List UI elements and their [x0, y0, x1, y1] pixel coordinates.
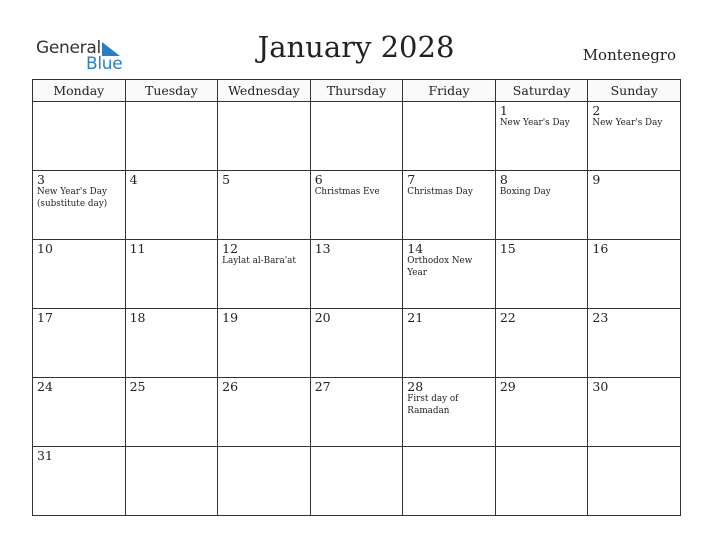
- day-cell: [403, 309, 496, 378]
- day-cell: [588, 378, 681, 447]
- holiday-label: Christmas Eve: [314, 187, 380, 197]
- day-number: 24: [37, 379, 53, 394]
- week-row: [33, 309, 681, 378]
- day-cell: [310, 102, 403, 171]
- day-cell: [495, 378, 588, 447]
- day-cell: [125, 378, 218, 447]
- day-cell: [125, 309, 218, 378]
- day-number: 23: [592, 310, 609, 325]
- day-number: 5: [222, 172, 231, 187]
- weekday-header: Monday: [33, 80, 126, 102]
- day-cell: [495, 240, 588, 309]
- day-cell: [218, 309, 311, 378]
- day-cell: [588, 447, 681, 516]
- day-number: 30: [592, 379, 609, 394]
- weekday-header: Thursday: [310, 80, 403, 102]
- day-number: 4: [129, 172, 138, 187]
- week-row: [33, 102, 681, 171]
- holiday-label: First day of Ramadan: [407, 394, 459, 416]
- day-number: 26: [222, 379, 239, 394]
- holiday-label: New Year's Day: [592, 118, 663, 128]
- holiday-label: Boxing Day: [499, 187, 551, 197]
- holiday-label: New Year's Day (substitute day): [37, 187, 108, 209]
- day-cell: [125, 102, 218, 171]
- day-cell: [310, 447, 403, 516]
- day-cell: [495, 309, 588, 378]
- day-number: 8: [499, 172, 508, 187]
- day-number: 21: [407, 310, 424, 325]
- day-number: 14: [407, 241, 424, 256]
- day-number: 7: [407, 172, 416, 187]
- day-cell: [495, 102, 588, 171]
- day-cell: [310, 171, 403, 240]
- calendar-grid: [32, 79, 681, 516]
- calendar-title: January 2028: [257, 30, 455, 64]
- week-row: [33, 171, 681, 240]
- day-cell: [125, 447, 218, 516]
- day-cell: [33, 447, 126, 516]
- day-number: 28: [407, 379, 424, 394]
- day-number: 22: [499, 310, 516, 325]
- day-number: 10: [37, 241, 53, 256]
- day-number: 3: [37, 172, 45, 187]
- day-number: 29: [499, 379, 516, 394]
- day-cell: [125, 171, 218, 240]
- day-cell: [218, 447, 311, 516]
- weekday-header: Wednesday: [218, 80, 311, 102]
- logo-text-general: General: [36, 38, 101, 58]
- logo-text-blue: Blue: [86, 54, 123, 74]
- day-cell: [218, 378, 311, 447]
- day-cell: [218, 240, 311, 309]
- day-number: 18: [129, 310, 146, 325]
- day-cell: [403, 378, 496, 447]
- day-number: 1: [499, 103, 508, 118]
- day-cell: [33, 309, 126, 378]
- day-cell: [218, 171, 311, 240]
- day-cell: [218, 102, 311, 171]
- day-number: 9: [592, 172, 601, 187]
- day-cell: [403, 447, 496, 516]
- holiday-label: Christmas Day: [407, 187, 473, 197]
- holiday-label: Orthodox New Year: [407, 256, 473, 278]
- day-cell: [33, 378, 126, 447]
- day-cell: [33, 240, 126, 309]
- day-cell: [125, 240, 218, 309]
- day-cell: [403, 240, 496, 309]
- day-number: 15: [499, 241, 516, 256]
- weekday-header: Tuesday: [125, 80, 218, 102]
- day-number: 12: [222, 241, 239, 256]
- day-cell: [403, 171, 496, 240]
- day-number: 20: [314, 310, 331, 325]
- weekday-header-row: [33, 80, 681, 102]
- day-number: 25: [129, 379, 146, 394]
- holiday-label: Laylat al-Bara'at: [222, 256, 296, 266]
- day-cell: [310, 378, 403, 447]
- weekday-header: Saturday: [495, 80, 588, 102]
- day-number: 19: [222, 310, 239, 325]
- day-number: 13: [314, 241, 331, 256]
- country-label: Montenegro: [582, 46, 676, 64]
- day-cell: [33, 102, 126, 171]
- day-cell: [310, 309, 403, 378]
- day-number: 31: [37, 448, 53, 463]
- day-number: 27: [314, 379, 331, 394]
- week-row: [33, 240, 681, 309]
- day-cell: [495, 171, 588, 240]
- day-number: 6: [314, 172, 323, 187]
- day-number: 16: [592, 241, 609, 256]
- day-number: 17: [37, 310, 53, 325]
- day-cell: [33, 171, 126, 240]
- day-cell: [495, 447, 588, 516]
- day-cell: [588, 171, 681, 240]
- holiday-label: New Year's Day: [499, 118, 570, 128]
- day-cell: [403, 102, 496, 171]
- day-cell: [588, 240, 681, 309]
- day-number: 2: [592, 103, 601, 118]
- week-row: [33, 378, 681, 447]
- weekday-header: Friday: [403, 80, 496, 102]
- weekday-header: Sunday: [588, 80, 681, 102]
- day-cell: [310, 240, 403, 309]
- day-cell: [588, 309, 681, 378]
- week-row: [33, 447, 681, 516]
- day-number: 11: [129, 241, 146, 256]
- day-cell: [588, 102, 681, 171]
